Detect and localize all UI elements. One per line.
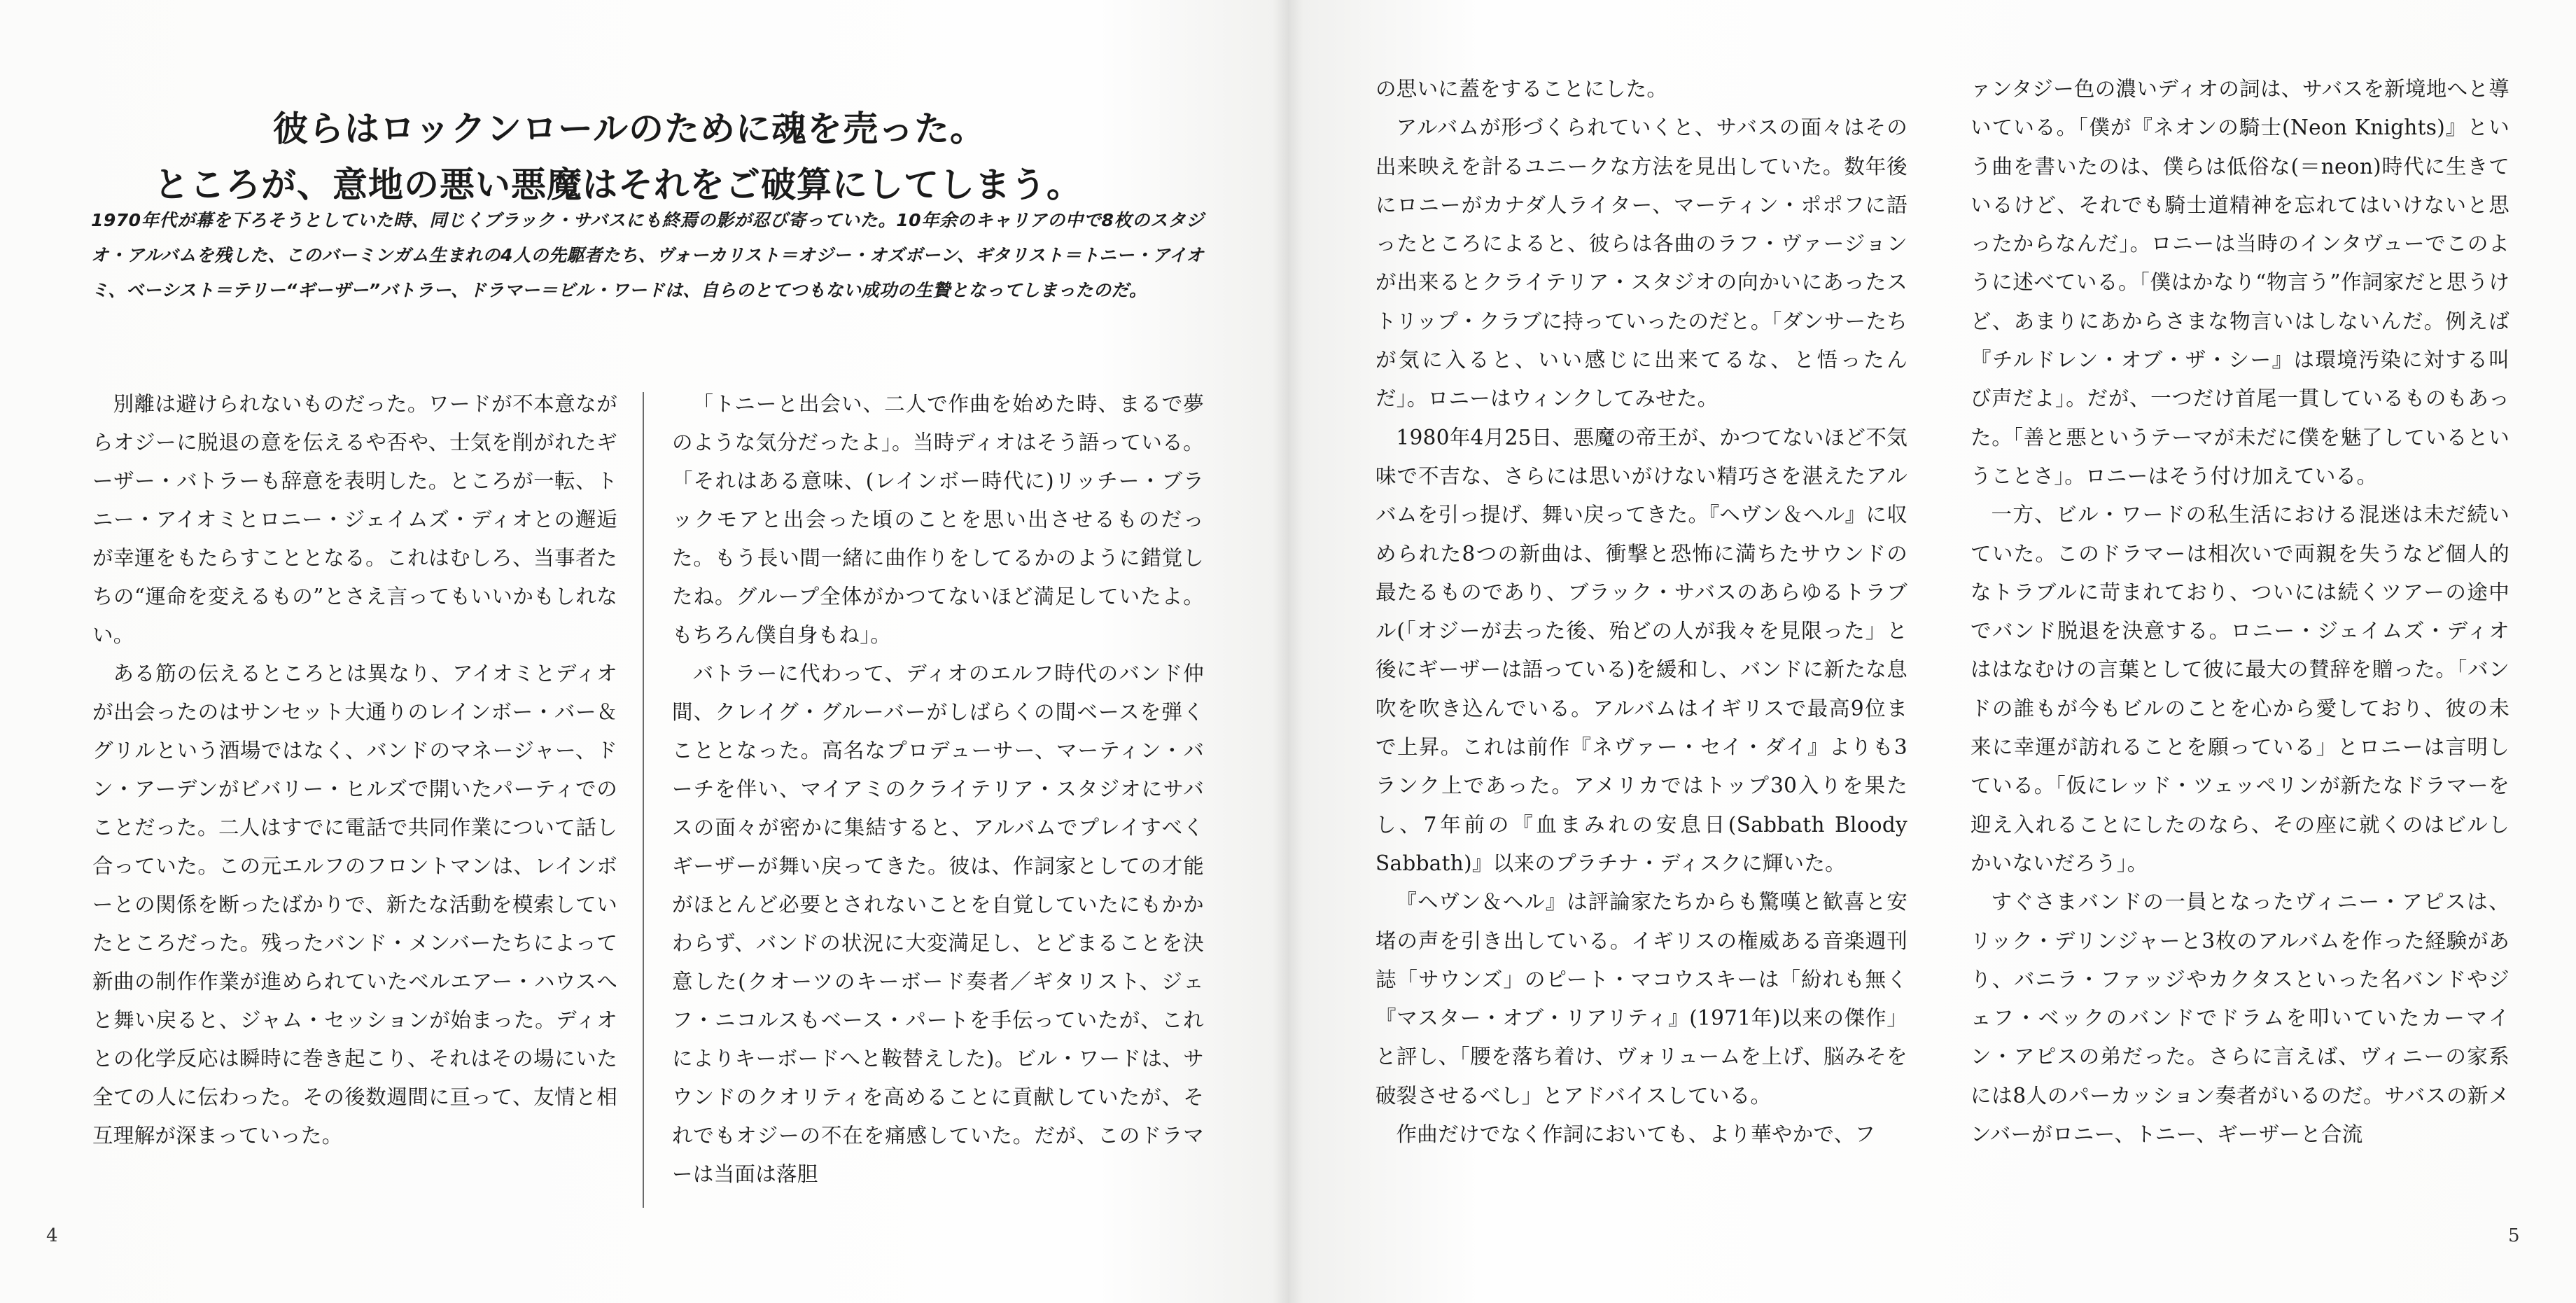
column-2 — [672, 385, 1204, 1194]
page-number-left: 4 — [46, 1225, 58, 1246]
column-1-paragraph-1: 別離は避けられないものだった。ワードが不本意ながらオジーに脱退の意を伝えるや否や、士気を削がれたギーザー・バトラーも辞意を表明した。ところが一転、トニー・アイオミとロニー・ジェイムズ・ディオとの邂逅が幸運をもたらすこととなる。これはむしろ、当事者たちの“運命を変えるもの”とさえ言ってもいいかもしれない。 — [92, 392, 617, 647]
column-3 — [1376, 70, 1907, 1154]
headline-line-2: ところが、意地の悪い悪魔はそれをご破算にしてしまう。 — [154, 163, 1082, 205]
column-4-paragraph-2: 一方、ビル・ワードの私生活における混迷は未だ続いていた。このドラマーは相次いで両親を失うなど個人的なトラブルに苛まれており、ついには続くツアーの途中でバンド脱退を決意する。ロニー・ジェイムズ・ディオははなむけの言葉として彼に最大の賛辞を贈った。「バンドの誰もが今もビルのことを心から愛しており、彼の未来に幸運が訪れることを願っている」とロニーは言明している。「仮にレッド・ツェッペリンが新たなドラマーを迎え入れることにしたのなら、その座に就くのはビルしかいないだろう」。 — [1970, 503, 2510, 875]
book-gutter-shadow — [1273, 0, 1303, 1303]
column-1 — [92, 385, 617, 1155]
column-divider — [643, 392, 644, 1208]
column-4-paragraph-1: ァンタジー色の濃いディオの詞は、サバスを新境地へと導いている。「僕が『ネオンの騎士(Neon Knights)』という曲を書いたのは、僕らは低俗な(＝neon)時代に生きているけど、それでも騎士道精神を忘れてはいけないと思ったからなんだ」。ロニーは当時のインタヴューでこのように述べている。「僕はかなり“物言う”作詞家だと思うけど、あまりにあからさまな物言いはしないんだ。例えば『チルドレン・オブ・ザ・シー』は環境汚染に対する叫び声だよ」。だが、一つだけ首尾一貫しているものもあった。「善と悪というテーマが未だに僕を魅了しているということさ」。ロニーはそう付け加えている。 — [1970, 77, 2510, 488]
column-2-paragraph-2: バトラーに代わって、ディオのエルフ時代のバンド仲間、クレイグ・グルーバーがしばらくの間ベースを弾くこととなった。高名なプロデューサー、マーティン・バーチを伴い、マイアミのクライテリア・スタジオにサバスの面々が密かに集結すると、アルバムでプレイすべくギーザーが舞い戻ってきた。彼は、作詞家としての才能がほとんど必要とされないことを自覚していたにもかかわらず、バンドの状況に大変満足し、とどまることを決意した(クオーツのキーボード奏者／ギタリスト、ジェフ・ニコルスもベース・パートを手伝っていたが、これによりキーボードへと鞍替えした)。ビル・ワードは、サウンドのクオリティを高めることに貢献していたが、それでもオジーの不在を痛感していた。だが、このドラマーは当面は落胆 — [672, 662, 1204, 1186]
column-3-paragraph-5: 作曲だけでなく作詞においても、より華やかで、フ — [1396, 1122, 1876, 1147]
column-1-paragraph-2: ある筋の伝えるところとは異なり、アイオミとディオが出会ったのはサンセット大通りのレインボー・バー＆グリルという酒場ではなく、バンドのマネージャー、ドン・アーデンがビバリー・ヒルズで開いたパーティでのことだった。二人はすでに電話で共同作業について話し合っていた。この元エルフのフロントマンは、レインボーとの関係を断ったばかりで、新たな活動を模索していたところだった。残ったバンド・メンバーたちによって新曲の制作作業が進められていたベルエアー・ハウスへと舞い戻ると、ジャム・セッションが始まった。ディオとの化学反応は瞬時に巻き起こり、それはその場にいた全ての人に伝わった。その後数週間に亘って、友情と相互理解が深まっていった。 — [92, 662, 617, 1148]
column-4-paragraph-3: すぐさまバンドの一員となったヴィニー・アピスは、リック・デリンジャーと3枚のアルバムを作った経験があり、バニラ・ファッジやカクタスといった名バンドやジェフ・ベックのバンドでドラムを叩いていたカーマイン・アピスの弟だった。さらに言えば、ヴィニーの家系には8人のパーカッション奏者がいるのだ。サバスの新メンバーがロニー、トニー、ギーザーと合流 — [1970, 890, 2510, 1147]
right-page — [1288, 0, 2576, 1303]
column-3-paragraph-1: の思いに蓋をすることにした。 — [1376, 77, 1668, 101]
page-number-right: 5 — [2508, 1225, 2520, 1246]
column-2-paragraph-1: 「トニーと出会い、二人で作曲を始めた時、まるで夢のような気分だったよ」。当時ディオはそう語っている。「それはある意味、(レインボー時代に)リッチー・ブラックモアと出会った頃のことを思い出させるものだった。もう長い間一緒に曲作りをしてるかのように錯覚したね。グループ全体がかつてないほど満足していたよ。もちろん僕自身もね」。 — [672, 392, 1204, 647]
column-4 — [1970, 70, 2510, 1154]
lead-paragraph: 1970年代が幕を下ろそうとしていた時、同じくブラック・サバスにも終焉の影が忍び寄っていた。10年余のキャリアの中で8枚のスタジオ・アルバムを残した、このバーミンガム生まれの4人の先駆者たち、ヴォーカリスト＝オジー・オズボーン、ギタリスト＝トニー・アイオミ、ベーシスト＝テリー“ギーザー”バトラー、ドラマー＝ビル・ワードは、自らのとてつもない成功の生贄となってしまったのだ。 — [91, 210, 1204, 300]
headline — [154, 101, 1232, 213]
column-3-paragraph-3: 1980年4月25日、悪魔の帝王が、かつてないほど不気味で不吉な、さらには思いがけない精巧さを湛えたアルバムを引っ提げ、舞い戻ってきた。『ヘヴン＆ヘル』に収められた8つの新曲は、衝撃と恐怖に満ちたサウンドの最たるものであり、ブラック・サバスのあらゆるトラブル(「オジーが去った後、殆どの人が我々を見限った」と後にギーザーは語っている)を緩和し、バンドに新たな息吹を吹き込んでいる。アルバムはイギリスで最高9位まで上昇。これは前作『ネヴァー・セイ・ダイ』よりも3ランク上であった。アメリカではトップ30入りを果たし、7年前の『血まみれの安息日(Sabbath Bloody Sabbath)』以来のプラチナ・ディスクに輝いた。 — [1376, 425, 1907, 875]
column-3-paragraph-4: 『ヘヴン＆ヘル』は評論家たちからも驚嘆と歓喜と安堵の声を引き出している。イギリスの権威ある音楽週刊誌「サウンズ」のピート・マコウスキーは「紛れも無く『マスター・オブ・リアリティ』(1971年)以来の傑作」と評し、「腰を落ち着け、ヴォリュームを上げ、脳みそを破裂させるべし」とアドバイスしている。 — [1376, 890, 1907, 1108]
headline-line-1: 彼らはロックンロールのために魂を売った。 — [273, 107, 986, 149]
column-3-paragraph-2: アルバムが形づくられていくと、サバスの面々はその出来映えを計るユニークな方法を見出していた。数年後にロニーがカナダ人ライター、マーティン・ポポフに語ったところによると、彼らは各曲のラフ・ヴァージョンが出来るとクライテリア・スタジオの向かいにあったストリップ・クラブに持っていったのだと。「ダンサーたちが気に入ると、いい感じに出来てるな、と悟ったんだ」。ロニーはウィンクしてみせた。 — [1376, 116, 1907, 411]
